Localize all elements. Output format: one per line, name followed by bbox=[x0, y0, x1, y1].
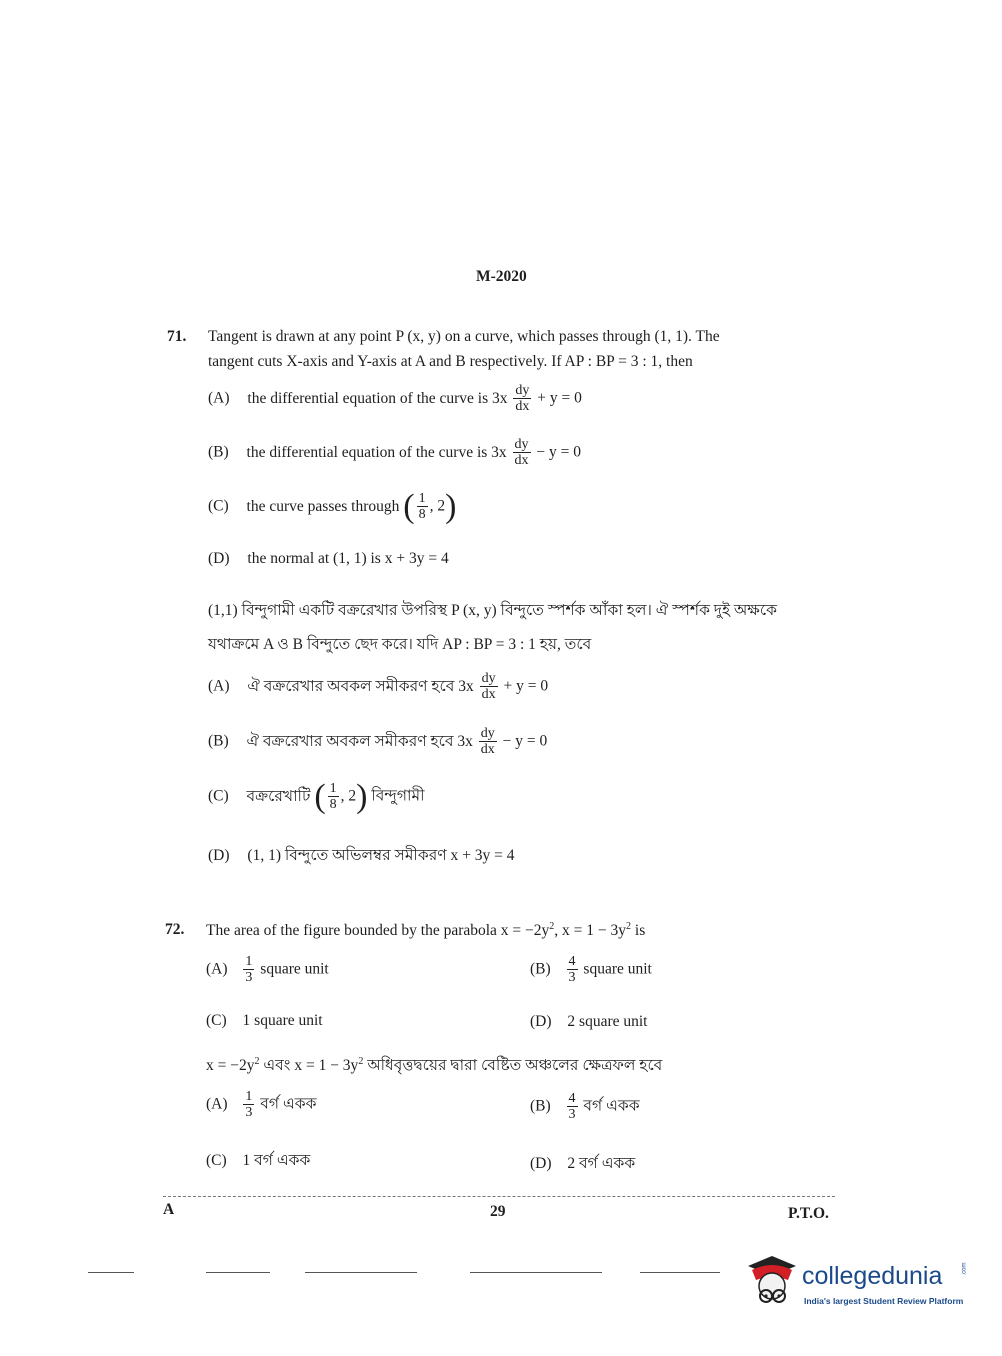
mascot-icon bbox=[742, 1250, 802, 1310]
scan-artifact bbox=[206, 1272, 270, 1273]
scan-artifact bbox=[88, 1272, 134, 1273]
fraction: $\frac{1}{3}$ bbox=[245, 1089, 253, 1120]
q72-bn-stem: $x = -2y^2$ এবং $x = 1 - 3y^2$ অধিবৃত্তদ্বয়ের দ্বারা বেষ্টিত অঞ্চলের ক্ষেত্রফল হবে bbox=[206, 1055, 663, 1074]
point-y: , 2 bbox=[340, 787, 357, 805]
option-label: (D) bbox=[208, 550, 230, 567]
fraction: $\frac{4}{3}$ bbox=[568, 1091, 576, 1122]
paper-code: M-2020 bbox=[476, 268, 527, 285]
option-text: 1 বর্গ একক bbox=[242, 1152, 311, 1169]
q71-bn-option-b bbox=[208, 727, 547, 757]
q72-bn-option-d bbox=[530, 1151, 635, 1177]
option-text: ঐ বক্ররেখার অবকল সমীকরণ হবে 3x bbox=[246, 732, 473, 750]
q72-option-a bbox=[206, 955, 329, 985]
question-number-71: 71. bbox=[167, 328, 187, 345]
fraction: $\frac{1}{3}$ bbox=[245, 954, 253, 985]
option-text: the curve passes through bbox=[246, 497, 400, 515]
point-y: , 2 bbox=[429, 497, 446, 515]
q71-bn-option-a bbox=[208, 672, 548, 702]
option-tail: + y = 0 bbox=[537, 389, 582, 407]
q72-option-b bbox=[530, 955, 652, 985]
scan-artifact bbox=[470, 1272, 602, 1273]
option-label: (C) bbox=[206, 1152, 227, 1169]
option-label: (A) bbox=[208, 677, 230, 695]
option-label: (D) bbox=[530, 1013, 552, 1030]
option-text: the differential equation of the curve is 3x bbox=[247, 389, 508, 407]
option-text: বর্গ একক bbox=[260, 1095, 317, 1113]
q71-option-a bbox=[208, 384, 582, 414]
option-text: 2 square unit bbox=[567, 1013, 648, 1030]
option-label: (A) bbox=[206, 1095, 228, 1113]
option-text: বর্গ একক bbox=[583, 1097, 640, 1115]
option-text: the normal at (1, 1) is x + 3y = 4 bbox=[247, 550, 449, 567]
question-number-72: 72. bbox=[165, 921, 185, 938]
q71-option-b bbox=[208, 438, 581, 468]
q72-bn-option-a bbox=[206, 1090, 316, 1120]
scan-artifact bbox=[305, 1272, 417, 1273]
option-label: (D) bbox=[530, 1155, 552, 1172]
option-label: (C) bbox=[206, 1012, 227, 1029]
option-tail: + y = 0 bbox=[503, 677, 549, 695]
option-label: (B) bbox=[530, 1097, 551, 1115]
footer-version: A bbox=[163, 1201, 175, 1218]
logo-wordmark: collegedunia bbox=[802, 1262, 943, 1290]
q72-stem: The area of the figure bounded by the parabola $x = -2y^2$, $x = 1 - 3y^2$ is bbox=[206, 921, 646, 940]
q72-bn-option-c bbox=[206, 1148, 310, 1174]
q71-bn-option-d bbox=[208, 843, 514, 869]
dy-dx-fraction: $\frac{dy}{dx}$ bbox=[515, 383, 530, 414]
logo-tagline: India's largest Student Review Platform bbox=[804, 1296, 964, 1306]
option-text: বক্ররেখাটি bbox=[246, 787, 311, 805]
option-label: (A) bbox=[208, 389, 230, 407]
option-label: (C) bbox=[208, 497, 229, 515]
option-text: 1 square unit bbox=[242, 1012, 323, 1029]
q71-bn-option-c: (C) বক্ররেখাটি ( $\frac{1}{8}$ , 2) বিন্দুগামী bbox=[208, 778, 425, 815]
dy-dx-fraction: $\frac{dy}{dx}$ bbox=[514, 437, 529, 468]
q71-stem-line1: Tangent is drawn at any point P (x, y) on a curve, which passes through (1, 1). The bbox=[208, 328, 720, 345]
option-tail: − y = 0 bbox=[536, 443, 582, 461]
one-eighth-fraction: $\frac{1}{8}$ bbox=[418, 491, 426, 522]
dy-dx-fraction: $\frac{dy}{dx}$ bbox=[481, 671, 496, 702]
option-text: square unit bbox=[583, 960, 652, 978]
option-tail: বিন্দুগামী bbox=[371, 787, 425, 805]
collegedunia-logo bbox=[742, 1250, 972, 1310]
q71-option-c: (C) the curve passes through ( $\frac{1}{8}$ , 2) bbox=[208, 488, 457, 525]
pto-label: P.T.O. bbox=[788, 1205, 829, 1222]
option-label: (B) bbox=[530, 960, 551, 978]
option-label: (B) bbox=[208, 732, 229, 750]
option-label: (D) bbox=[208, 847, 230, 864]
one-eighth-fraction: $\frac{1}{8}$ bbox=[329, 781, 337, 812]
fraction: $\frac{4}{3}$ bbox=[568, 954, 576, 985]
option-label: (C) bbox=[208, 787, 229, 805]
option-text: 2 বর্গ একক bbox=[567, 1155, 636, 1172]
option-text: (1, 1) বিন্দুতে অভিলম্বর সমীকরণ x + 3y = 4 bbox=[247, 847, 515, 864]
logo-tld: .com bbox=[961, 1262, 968, 1276]
q72-option-d bbox=[530, 1013, 647, 1031]
q71-bn-stem-line2: যথাক্রমে A ও B বিন্দুতে ছেদ করে। যদি AP : BP = 3 : 1 হয়, তবে bbox=[208, 636, 592, 653]
q71-stem-line2: tangent cuts X-axis and Y-axis at A and B respectively. If AP : BP = 3 : 1, then bbox=[208, 353, 693, 370]
scan-artifact bbox=[640, 1272, 720, 1273]
page-number: 29 bbox=[490, 1203, 506, 1220]
option-text: ঐ বক্ররেখার অবকল সমীকরণ হবে 3x bbox=[247, 677, 474, 695]
option-text: square unit bbox=[260, 960, 329, 978]
option-label: (A) bbox=[206, 960, 228, 978]
footer-divider bbox=[163, 1196, 835, 1197]
q71-bn-stem-line1: (1,1) বিন্দুগামী একটি বক্ররেখার উপরিস্থ P (x, y) বিন্দুতে স্পর্শক আঁকা হল। ঐ স্পর্শক দুই অক্ষকে bbox=[208, 602, 777, 619]
option-text: the differential equation of the curve is 3x bbox=[246, 443, 507, 461]
option-tail: − y = 0 bbox=[502, 732, 548, 750]
q72-bn-option-b bbox=[530, 1092, 640, 1122]
q71-option-d bbox=[208, 550, 449, 568]
q72-option-c bbox=[206, 1012, 323, 1030]
dy-dx-fraction: $\frac{dy}{dx}$ bbox=[480, 726, 495, 757]
option-label: (B) bbox=[208, 443, 229, 461]
